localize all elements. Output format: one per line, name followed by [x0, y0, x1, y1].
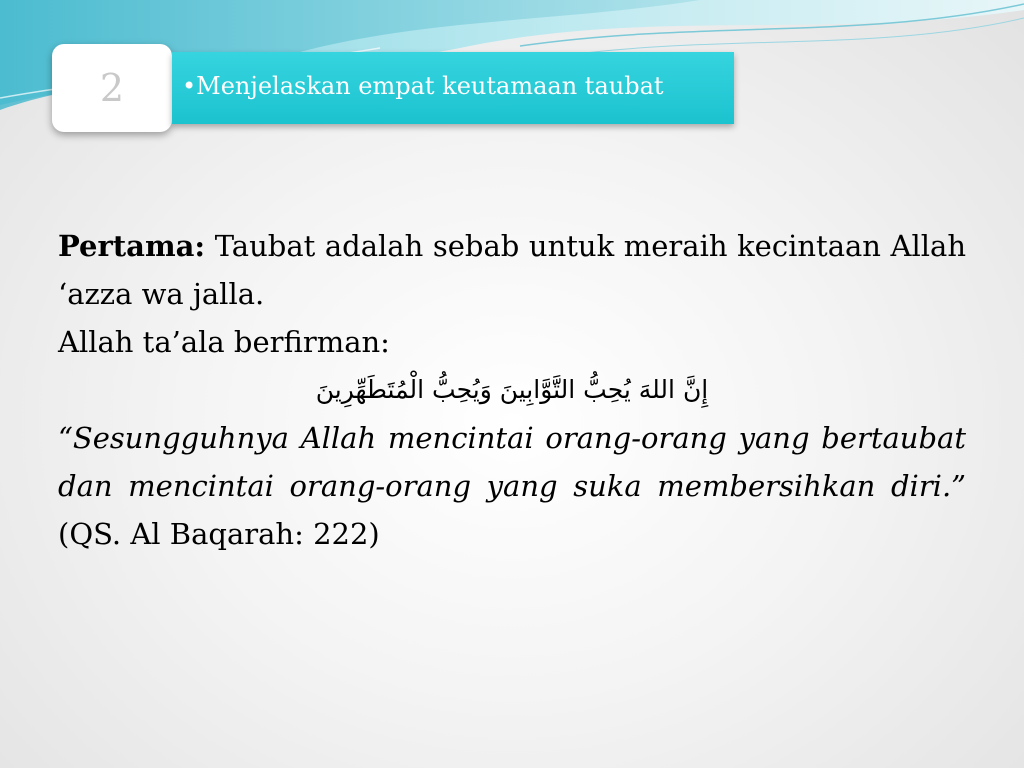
slide-title-bar — [172, 52, 734, 124]
arabic-verse: إِنَّ اللهَ يُحِبُّ التَّوَّابِينَ وَيُحِبُّ الْمُتَطَهِّرِينَ — [315, 375, 709, 404]
first-text: Taubat adalah sebab untuk meraih kecintaan Allah ‘azza wa jalla. — [58, 229, 966, 311]
slide-title: •Menjelaskan empat keutamaan taubat — [182, 72, 664, 100]
translation-paragraph — [58, 414, 966, 558]
slide-number: 2 — [99, 66, 125, 110]
translation-text: “Sesungguhnya Allah mencintai orang-orang yang bertaubat dan mencintai orang-orang yang suka membersihkan diri.” — [58, 421, 966, 503]
intro-line: Allah ta’ala berfirman: — [58, 325, 390, 359]
slide-number-box — [52, 44, 172, 132]
first-label: Pertama: — [58, 229, 206, 263]
slide-content — [58, 222, 966, 558]
first-virtue-paragraph — [58, 222, 966, 318]
verse-reference: (QS. Al Baqarah: 222) — [58, 517, 380, 551]
